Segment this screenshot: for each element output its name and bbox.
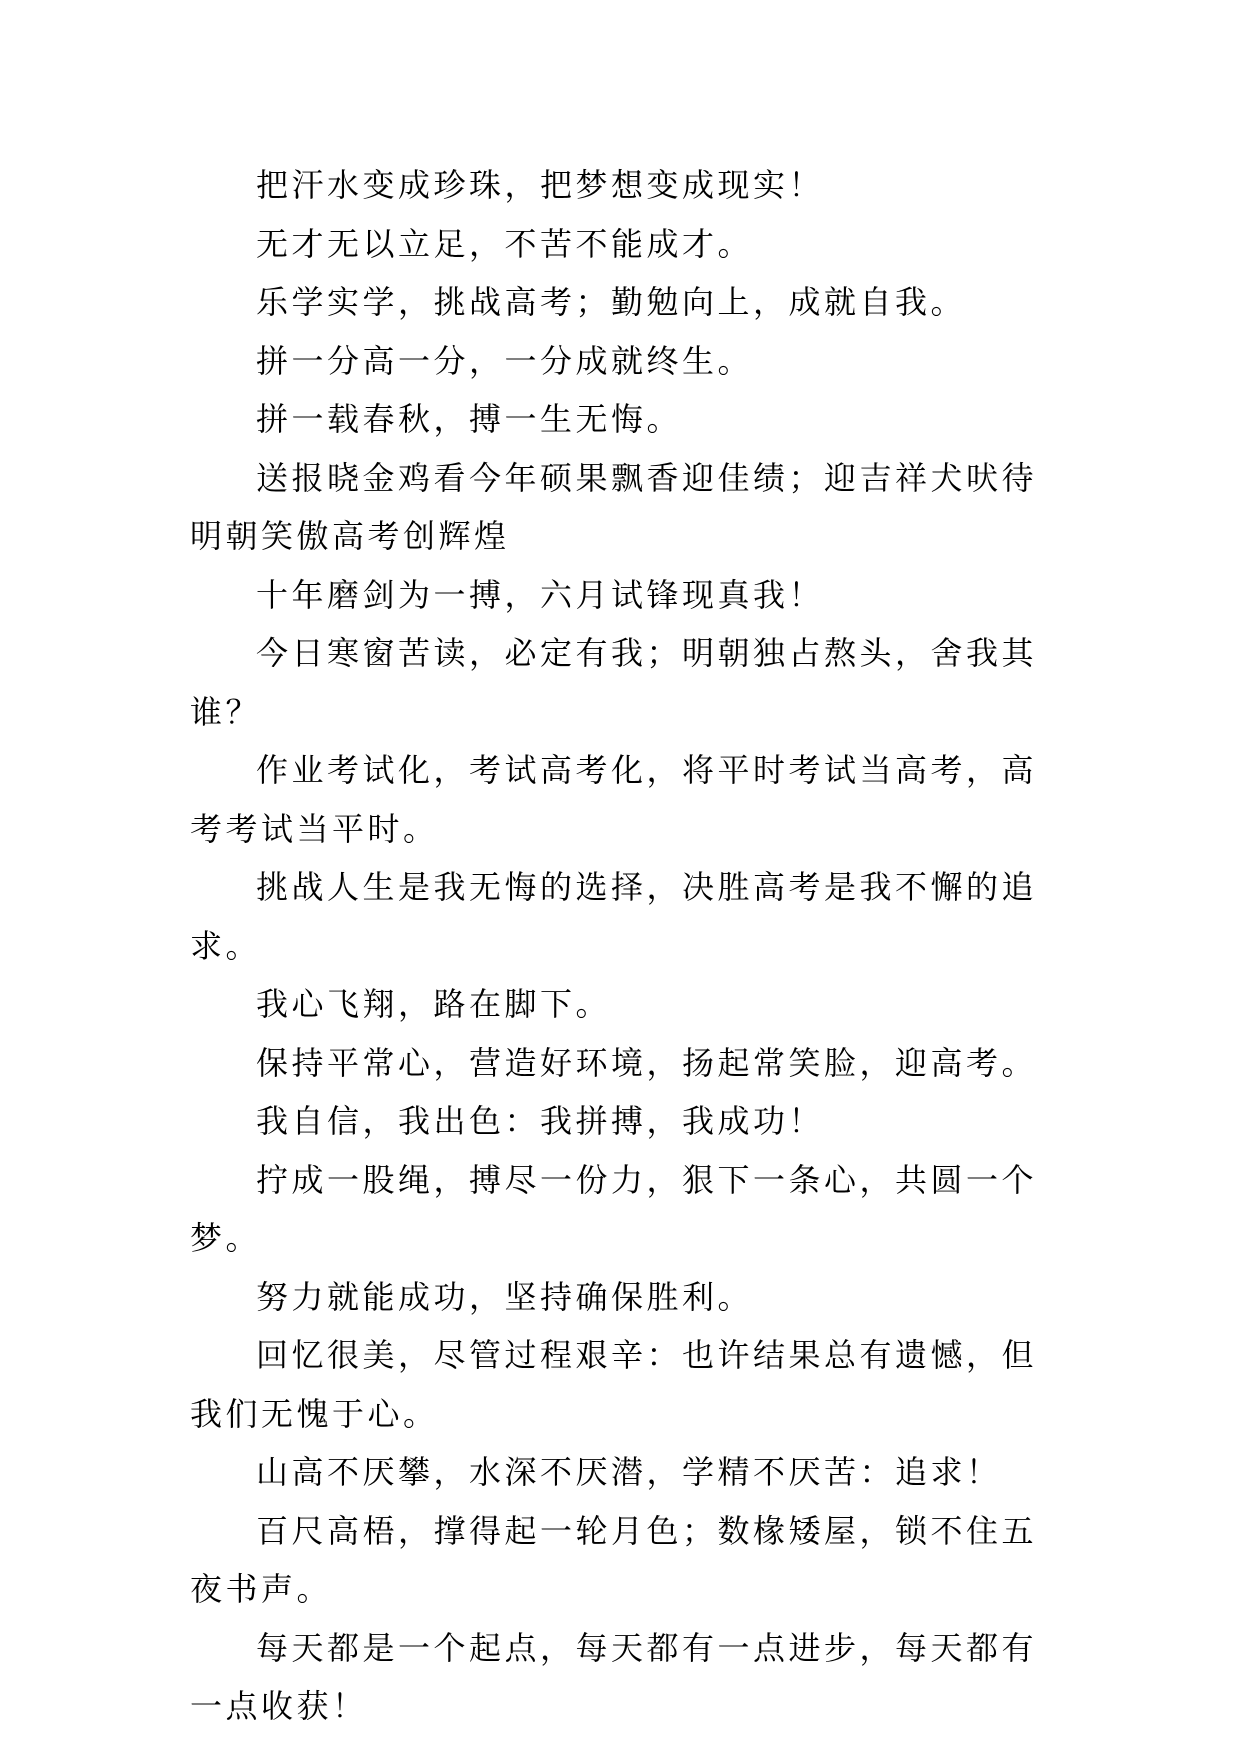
paragraph: 无才无以立足，不苦不能成才。 bbox=[256, 224, 754, 263]
paragraph: 把汗水变成珍珠，把梦想变成现实！ bbox=[256, 166, 825, 204]
paragraph: 挑战人生是我无悔的选择，决胜高考是我不懈的追求。 bbox=[190, 868, 1038, 965]
paragraph: 努力就能成功，坚持确保胜利。 bbox=[256, 1277, 754, 1316]
paragraph: 拧成一股绳，搏尽一份力，狠下一条心，共圆一个梦。 bbox=[190, 1160, 1038, 1257]
paragraph: 乐学实学，挑战高考；勤勉向上，成就自我。 bbox=[256, 283, 967, 321]
paragraph: 山高不厌攀，水深不厌潜，学精不厌苦：追求！ bbox=[256, 1453, 1002, 1491]
paragraph: 每天都是一个起点，每天都有一点进步，每天都有一点收获！ bbox=[190, 1628, 1038, 1725]
paragraph: 拼一分高一分，一分成就终生。 bbox=[256, 341, 754, 380]
paragraph: 作业考试化，考试高考化，将平时考试当高考，高考考试当平时。 bbox=[190, 751, 1038, 848]
document-body bbox=[190, 156, 1070, 1736]
paragraph: 拼一载春秋，搏一生无悔。 bbox=[256, 400, 683, 438]
paragraph: 我心飞翔，路在脚下。 bbox=[256, 985, 612, 1023]
paragraph: 今日寒窗苦读，必定有我；明朝独占熬头，舍我其谁？ bbox=[190, 634, 1038, 731]
paragraph: 百尺高梧，撑得起一轮月色；数椽矮屋，锁不住五夜书声。 bbox=[190, 1511, 1038, 1608]
paragraph: 送报晓金鸡看今年硕果飘香迎佳绩；迎吉祥犬吠待明朝笑傲高考创辉煌 bbox=[190, 458, 1038, 555]
paragraph: 十年磨剑为一搏，六月试锋现真我！ bbox=[256, 575, 825, 614]
paragraph: 保持平常心，营造好环境，扬起常笑脸，迎高考。 bbox=[256, 1043, 1038, 1082]
paragraph: 回忆很美，尽管过程艰辛：也许结果总有遗憾，但我们无愧于心。 bbox=[190, 1336, 1038, 1433]
paragraph: 我自信，我出色：我拼搏，我成功！ bbox=[256, 1102, 825, 1140]
